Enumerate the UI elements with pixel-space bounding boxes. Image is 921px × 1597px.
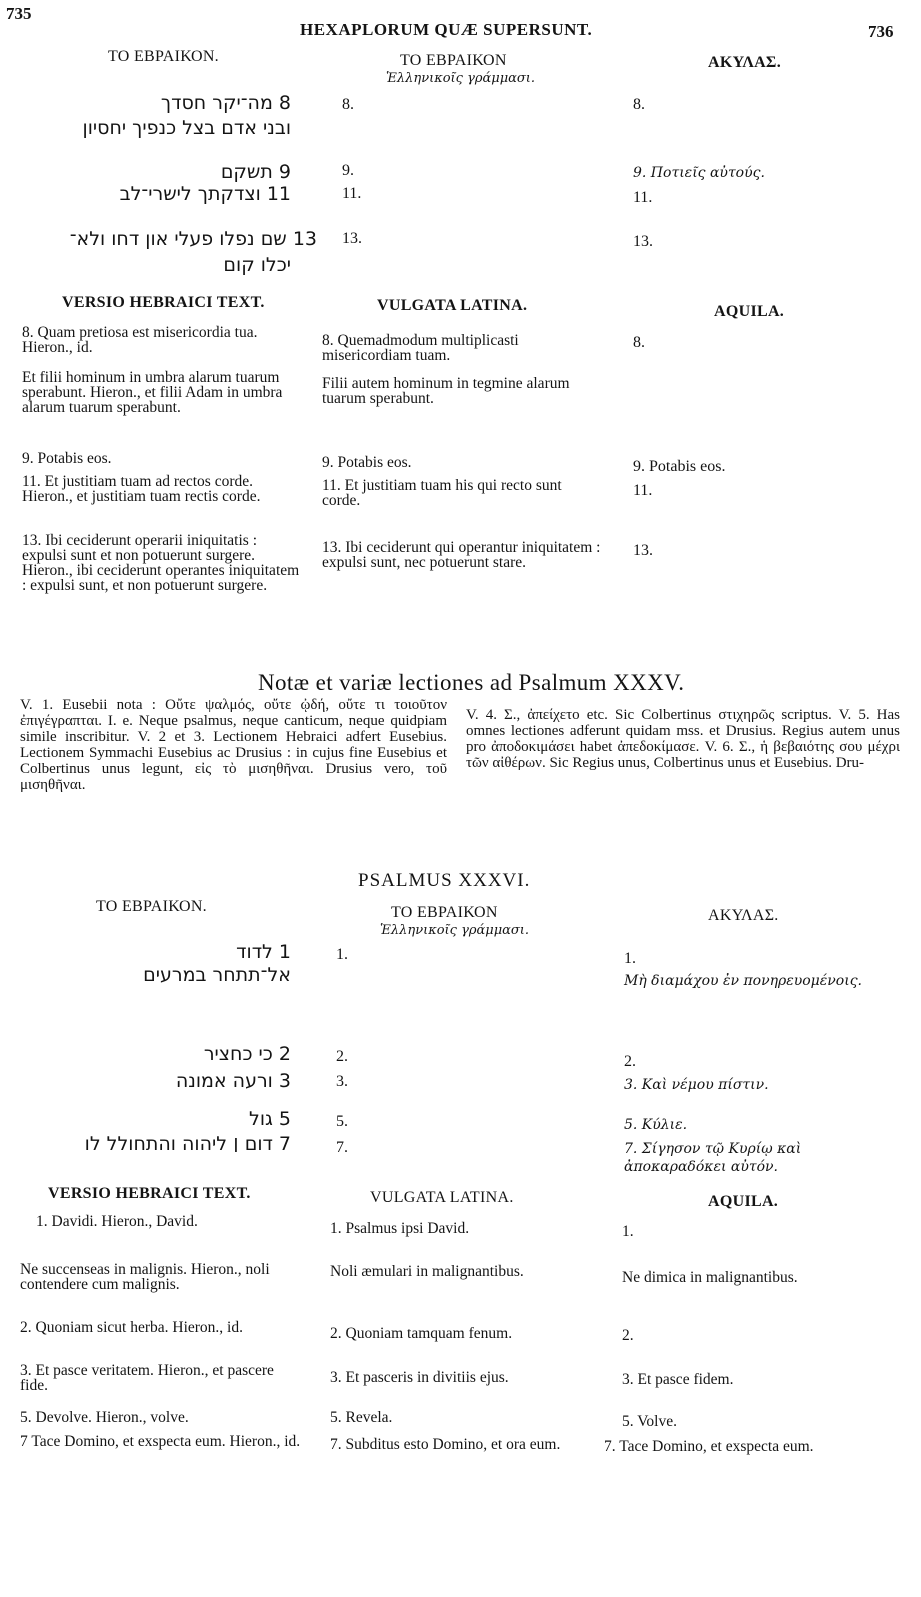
- hebrew-line: 2 כי כחציר: [203, 1043, 291, 1065]
- latin-head-aquila: AQUILA.: [714, 303, 785, 320]
- latin-aquila-text: 2.: [622, 1327, 634, 1344]
- latin-vulgate-text: 1. Psalmus ipsi David.: [330, 1220, 470, 1237]
- hebrew-line: 7 דום ׀ ליהוה והתחולל לו: [84, 1133, 291, 1155]
- latin-aquila-text: 1.: [622, 1223, 634, 1240]
- hebrew-line: 8 מה־יקר חסדך: [160, 92, 291, 114]
- translit-verse: 7.: [336, 1139, 348, 1156]
- latin-hebrew-text: 3. Et pasce veritatem. Hieron., et pascere fide.: [20, 1362, 274, 1394]
- aquila-verse: 1.: [624, 950, 636, 967]
- latin-head-hebrew: VERSIO HEBRAICI TEXT.: [48, 1185, 251, 1202]
- latin-hebrew-text: 11. Et justitiam tuam ad rectos corde. Hieron., et justitiam tuam rectis corde.: [22, 473, 261, 505]
- hebrew-line: יכלו קום: [223, 254, 291, 276]
- latin-vulgate-text: 5. Revela.: [330, 1409, 393, 1426]
- psalm-title: PSALMUS XXXVI.: [358, 870, 531, 891]
- aquila-verse: 9. Ποτιεῖς αὐτούς.: [633, 165, 765, 181]
- latin-hebrew-text: Ne succenseas in malignis. Hieron., noli contendere cum malignis.: [20, 1261, 270, 1293]
- latin-aquila-text: 9. Potabis eos.: [633, 458, 726, 475]
- latin-vulgate-text: 13. Ibi ceciderunt qui operantur iniquitatem : expulsi sunt, nec potuerunt stare.: [322, 539, 601, 571]
- aquila-verse: 3. Καὶ νέμου πίστιν.: [624, 1077, 769, 1093]
- col-head-hebrew: ΤΟ ΕΒΡΑΙΚΟΝ.: [96, 898, 207, 915]
- latin-head-aquila: AQUILA.: [708, 1193, 779, 1210]
- translit-verse: 5.: [336, 1113, 348, 1130]
- latin-hebrew-text: 9. Potabis eos.: [22, 450, 112, 467]
- col-head-transliteration: ΤΟ ΕΒΡΑΙΚΟΝ: [400, 52, 507, 69]
- translit-verse: 11.: [342, 185, 362, 202]
- col-head-hebrew: ΤΟ ΕΒΡΑΙΚΟΝ.: [108, 48, 219, 65]
- latin-vulgate-text: 8. Quemadmodum multiplicasti misericordiam tuam.: [322, 332, 519, 364]
- col-head-aquila: ΑΚΥΛΑΣ.: [708, 907, 779, 924]
- hebrew-line: אל־תתחר במרעים: [143, 964, 291, 986]
- col-head-transliteration: ΤΟ ΕΒΡΑΙΚΟΝ: [391, 904, 498, 921]
- latin-aquila-text: 3. Et pasce fidem.: [622, 1371, 734, 1388]
- latin-hebrew-text: Et filii hominum in umbra alarum tuarum sperabunt. Hieron., et filii Adam in umbra alarum tuarum sperabunt.: [22, 369, 283, 416]
- latin-hebrew-text: 5. Devolve. Hieron., volve.: [20, 1409, 189, 1426]
- col-head-transliteration-sub: Ἑλληνικοῖς γράμμασι.: [380, 923, 530, 938]
- notes-left-column: V. 1. Eusebii nota : Οὔτε ψαλμός, οὔτε ᾠδή, οὔτε τι τοιοῦτον ἐπιγέγραπται. I. e. Neque psalmus, neque canticum, neque quidpiam simile inscribitur. V. 2 et 3. Lectionem Hebraici adfert Eusebius. Lectionem Symmachi Eusebius ac Drusius : in cujus fine Eusebius et Colbertinus unus legunt, εἰς τὸ μισηθῆναι. Drusius vero, τοῦ μισηθῆναι.: [20, 697, 447, 793]
- latin-head-vulgate: VULGATA LATINA.: [377, 297, 528, 314]
- latin-vulgate-text: 3. Et pasceris in divitiis ejus.: [330, 1369, 509, 1386]
- latin-vulgate-text: 2. Quoniam tamquam fenum.: [330, 1325, 513, 1342]
- hebrew-line: ובני אדם בצל כנפיך יחסיון: [82, 117, 291, 139]
- page-number-left: 735: [6, 4, 32, 23]
- translit-verse: 8.: [342, 96, 354, 113]
- hebrew-line: 13 שם נפלו פעלי און דחו ולא־: [69, 228, 317, 250]
- latin-vulgate-text: Filii autem hominum in tegmine alarum tuarum sperabunt.: [322, 375, 570, 407]
- latin-aquila-text: 7. Tace Domino, et exspecta eum.: [604, 1438, 814, 1455]
- translit-verse: 2.: [336, 1048, 348, 1065]
- hebrew-line: 3 ורעה אמונה: [175, 1070, 291, 1092]
- aquila-verse: 11.: [633, 189, 653, 206]
- translit-verse: 1.: [336, 946, 348, 963]
- latin-hebrew-text: 2. Quoniam sicut herba. Hieron., id.: [20, 1319, 243, 1336]
- col-head-transliteration-sub: Ἑλληνικοῖς γράμμασι.: [386, 71, 536, 86]
- hebrew-line: 11 וצדקתך לישרי־לב: [119, 183, 291, 205]
- latin-hebrew-text: 1. Davidi. Hieron., David.: [36, 1213, 198, 1230]
- notes-right-column: V. 4. Σ., ἀπείχετο etc. Sic Colbertinus στιχηρῶς scriptus. V. 5. Has omnes lectiones adferunt quidam mss. et Drusius. Regius autem unus pro ἀποδοκιμάσει habet ἀπεδοκίμασε. V. 6. Σ., ἡ βεβαιότης σου μέχρι τῶν αἰθέρων. Sic Regius unus, Colbertinus unus et Eusebius. Dru-: [466, 707, 900, 771]
- translit-verse: 3.: [336, 1073, 348, 1090]
- latin-head-hebrew: VERSIO HEBRAICI TEXT.: [62, 294, 265, 311]
- latin-aquila-text: Ne dimica in malignantibus.: [622, 1269, 798, 1286]
- hebrew-line: 1 לדוד: [236, 941, 291, 963]
- latin-aquila-text: 5. Volve.: [622, 1413, 677, 1430]
- aquila-verse: 5. Κύλιε.: [624, 1117, 688, 1133]
- col-head-aquila: ΑΚΥΛΑΣ.: [708, 54, 781, 71]
- translit-verse: 13.: [342, 230, 362, 247]
- latin-vulgate-text: Noli æmulari in malignantibus.: [330, 1263, 524, 1280]
- latin-aquila-text: 13.: [633, 542, 653, 559]
- page-number-right: 736: [868, 22, 894, 41]
- hebrew-line: 5 גול: [249, 1108, 291, 1130]
- latin-head-vulgate: VULGATA LATINA.: [370, 1189, 514, 1206]
- aquila-verse: 13.: [633, 233, 653, 250]
- latin-aquila-text: 11.: [633, 482, 653, 499]
- latin-vulgate-text: 11. Et justitiam tuam his qui recto sunt corde.: [322, 477, 562, 509]
- latin-hebrew-text: 8. Quam pretiosa est misericordia tua. Hieron., id.: [22, 324, 258, 356]
- translit-verse: 9.: [342, 162, 354, 179]
- latin-hebrew-text: 13. Ibi ceciderunt operarii iniquitatis : expulsi sunt et non potuerunt surgere. Hieron., ibi ceciderunt operantes iniquitatem : expulsi sunt, et non potuerunt surgere.: [22, 532, 300, 594]
- latin-vulgate-text: 7. Subditus esto Domino, et ora eum.: [330, 1436, 561, 1453]
- aquila-verse: 2.: [624, 1053, 636, 1070]
- latin-vulgate-text: 9. Potabis eos.: [322, 454, 412, 471]
- aquila-verse: 8.: [633, 96, 645, 113]
- hebrew-line: 9 תשקם: [220, 161, 291, 183]
- latin-aquila-text: 8.: [633, 334, 645, 351]
- running-title: HEXAPLORUM QUÆ SUPERSUNT.: [300, 20, 593, 39]
- latin-hebrew-text: 7 Tace Domino, et exspecta eum. Hieron., id.: [20, 1433, 301, 1450]
- notes-title: Notæ et variæ lectiones ad Psalmum XXXV.: [258, 670, 685, 695]
- aquila-verse: Μὴ διαμάχου ἐν πονηρευομένοις.: [624, 973, 862, 989]
- aquila-verse: 7. Σίγησον τῷ Κυρίῳ καὶ ἀποκαραδόκει αὐτόν.: [624, 1141, 802, 1175]
